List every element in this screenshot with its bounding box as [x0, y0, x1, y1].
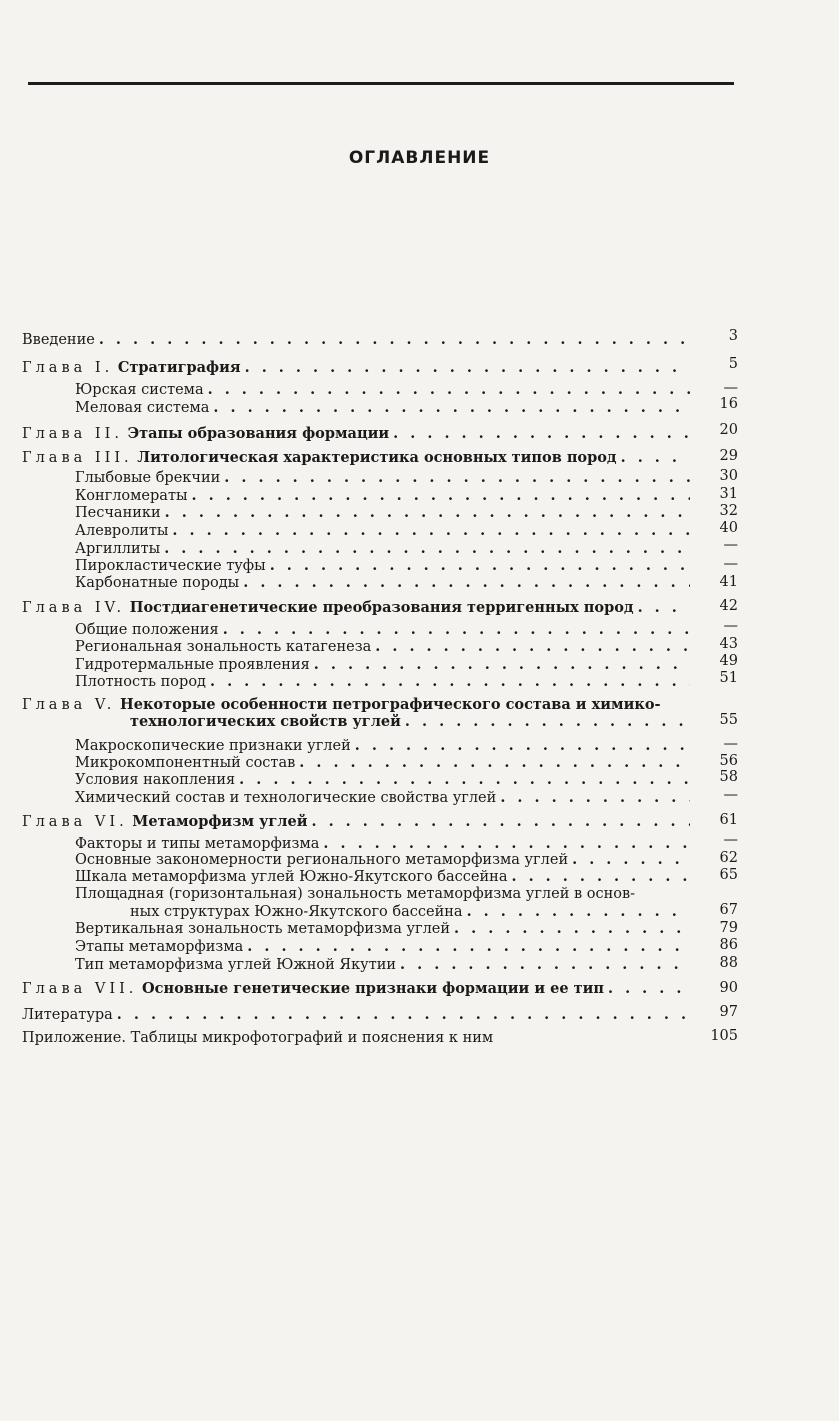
- leader-dots: [311, 812, 690, 832]
- leader-dots: [239, 770, 690, 790]
- toc-item[interactable]: [75, 503, 694, 523]
- toc-item-label: Меловая система: [75, 400, 210, 416]
- toc-page-number: —: [723, 618, 738, 634]
- toc-page-number: 67: [719, 902, 738, 918]
- toc-item-label: Основные закономерности регионального метаморфизма углей: [75, 852, 569, 868]
- toc-item-label: Алевролиты: [75, 523, 169, 539]
- toc-item-label-line1: Площадная (горизонтальная) зональность метаморфизма углей в основ-: [75, 886, 636, 902]
- toc-page-number: —: [723, 787, 738, 803]
- leader-dots: [400, 955, 690, 975]
- toc-page-number: —: [723, 380, 738, 396]
- toc-page-number: 51: [719, 670, 738, 686]
- toc-item-label: Пирокластические туфы: [75, 558, 266, 574]
- leader-dots: [454, 919, 690, 939]
- leader-dots: [99, 330, 690, 350]
- toc-page-number: 97: [719, 1004, 738, 1020]
- toc-page-number: —: [723, 736, 738, 752]
- toc-page-number: 41: [719, 574, 738, 590]
- toc-page-number: 49: [719, 653, 738, 669]
- toc-page-number: 42: [719, 598, 738, 614]
- chapter-title-line1: Некоторые особенности петрографического состава и химико-: [120, 696, 661, 713]
- toc-page-number: —: [723, 832, 738, 848]
- leader-dots: [375, 637, 690, 657]
- toc-item[interactable]: [75, 398, 694, 418]
- toc-item-label: Плотность пород: [75, 674, 206, 690]
- toc-item-label: Глыбовые брекчии: [75, 470, 221, 486]
- toc-item[interactable]: [75, 468, 694, 488]
- leader-dots: [405, 712, 690, 732]
- toc-page-number: 86: [719, 937, 738, 953]
- toc-item-label: Вертикальная зональность метаморфизма углей: [75, 921, 451, 937]
- toc-item[interactable]: [75, 919, 694, 939]
- toc-entry-label: Приложение. Таблицы микрофотографий и пояснения к ним: [22, 1030, 494, 1046]
- chapter-prefix: Глава V.: [22, 697, 116, 713]
- toc-page-number: 88: [719, 955, 738, 971]
- toc-item-label: Микрокомпонентный состав: [75, 755, 296, 771]
- toc-page-number: 61: [719, 812, 738, 828]
- chapter-prefix: Глава I.: [22, 360, 114, 376]
- toc-entry-label: Литература: [22, 1007, 113, 1023]
- chapter-prefix: Глава IV.: [22, 600, 126, 616]
- toc-page-number: 56: [719, 753, 738, 769]
- chapter-prefix: Глава VI.: [22, 814, 128, 830]
- toc-page-number: 58: [719, 769, 738, 785]
- leader-dots: [245, 358, 690, 378]
- toc-item-label: Гидротермальные проявления: [75, 657, 310, 673]
- leader-dots: [172, 521, 690, 541]
- leader-dots: [500, 788, 690, 808]
- toc-item-label: Тип метаморфизма углей Южной Якутии: [75, 957, 397, 973]
- toc-chapter-4[interactable]: [22, 598, 694, 618]
- toc-item-label: Факторы и типы метаморфизма: [75, 836, 320, 852]
- toc-chapter-5-cont[interactable]: [130, 712, 694, 732]
- toc-chapter-1[interactable]: [22, 358, 694, 378]
- toc-chapter-2[interactable]: [22, 424, 694, 444]
- toc-entry-appendix[interactable]: [22, 1028, 694, 1048]
- toc-item-label: Карбонатные породы: [75, 575, 240, 591]
- toc-item-label: Песчаники: [75, 505, 161, 521]
- toc-item[interactable]: [75, 955, 694, 975]
- toc-page-number: 55: [719, 712, 738, 728]
- toc-item[interactable]: [75, 637, 694, 657]
- chapter-title: Стратиграфия: [117, 359, 241, 376]
- leader-dots: [165, 503, 690, 523]
- toc-item[interactable]: [75, 770, 694, 790]
- toc-item-label: Региональная зональность катагенеза: [75, 639, 372, 655]
- toc-page-number: 90: [719, 980, 738, 996]
- leader-dots: [117, 1005, 690, 1025]
- chapter-title: Основные генетические признаки формации и ее тип: [142, 980, 604, 997]
- leader-dots: [638, 598, 690, 618]
- toc-page-number: 105: [710, 1028, 738, 1044]
- toc-entry-intro[interactable]: [22, 330, 694, 350]
- toc-item-label: Этапы метаморфизма: [75, 939, 244, 955]
- page-title: ОГЛАВЛЕНИЕ: [348, 148, 491, 168]
- toc-item-label: Макроскопические признаки углей: [75, 738, 351, 754]
- toc-page-number: —: [723, 556, 738, 572]
- leader-dots: [208, 380, 690, 400]
- toc-chapter-3[interactable]: [22, 448, 694, 468]
- toc-page-number: 30: [719, 468, 738, 484]
- toc-page-number: 20: [719, 422, 738, 438]
- chapter-title: Этапы образования формации: [127, 425, 390, 442]
- chapter-prefix: Глава II.: [22, 426, 123, 442]
- toc-item[interactable]: [75, 672, 694, 692]
- toc-page-number: 3: [728, 328, 738, 344]
- chapter-title: Метаморфизм углей: [132, 813, 308, 830]
- toc-entry-label: Введение: [22, 332, 95, 348]
- leader-dots: [608, 979, 690, 999]
- chapter-prefix: Глава VII.: [22, 981, 138, 997]
- toc-page-number: 62: [719, 850, 738, 866]
- chapter-title-line2: технологических свойств углей: [130, 713, 401, 730]
- toc-item-label: Условия накопления: [75, 772, 236, 788]
- toc-item-label: Химический состав и технологические свойства углей: [75, 790, 497, 806]
- toc-item-label: Шкала метаморфизма углей Южно-Якутского бассейна: [75, 869, 508, 885]
- toc-item-label: Общие положения: [75, 622, 219, 638]
- toc-page-number: 40: [719, 520, 738, 536]
- toc-item[interactable]: [75, 380, 694, 400]
- toc-item-label: Конгломераты: [75, 488, 188, 504]
- toc-item-label: Аргиллиты: [75, 541, 161, 557]
- toc-item-label: Юрская система: [75, 382, 204, 398]
- toc-item[interactable]: [75, 521, 694, 541]
- toc-item[interactable]: [75, 573, 694, 593]
- chapter-title: Постдиагенетические преобразования терригенных пород: [129, 599, 634, 616]
- toc-page-number: 29: [719, 448, 738, 464]
- leader-dots: [247, 937, 690, 957]
- leader-dots: [243, 573, 690, 593]
- toc-chapter-7[interactable]: [22, 979, 694, 999]
- leader-dots: [621, 448, 690, 468]
- chapter-title: Литологическая характеристика основных типов пород: [137, 449, 617, 466]
- leader-dots: [224, 468, 690, 488]
- toc-item-label-line2: ных структурах Южно-Якутского бассейна: [130, 904, 463, 920]
- toc-chapter-6[interactable]: [22, 812, 694, 832]
- chapter-prefix: Глава III.: [22, 450, 133, 466]
- toc-page-number: 16: [719, 396, 738, 412]
- toc-page-number: —: [723, 537, 738, 553]
- leader-dots: [210, 672, 690, 692]
- toc-page-number: 43: [719, 636, 738, 652]
- toc-item[interactable]: [75, 884, 702, 904]
- leader-dots: [213, 398, 690, 418]
- toc-page-number: 65: [719, 867, 738, 883]
- toc-entry-literature[interactable]: [22, 1005, 694, 1025]
- toc-page-number: 5: [728, 356, 738, 372]
- leader-dots: [393, 424, 690, 444]
- toc-item[interactable]: [75, 788, 694, 808]
- toc-page-number: 32: [719, 503, 738, 519]
- toc-page-number: 79: [719, 920, 738, 936]
- toc-item[interactable]: [75, 937, 694, 957]
- toc-page-number: 31: [719, 486, 738, 502]
